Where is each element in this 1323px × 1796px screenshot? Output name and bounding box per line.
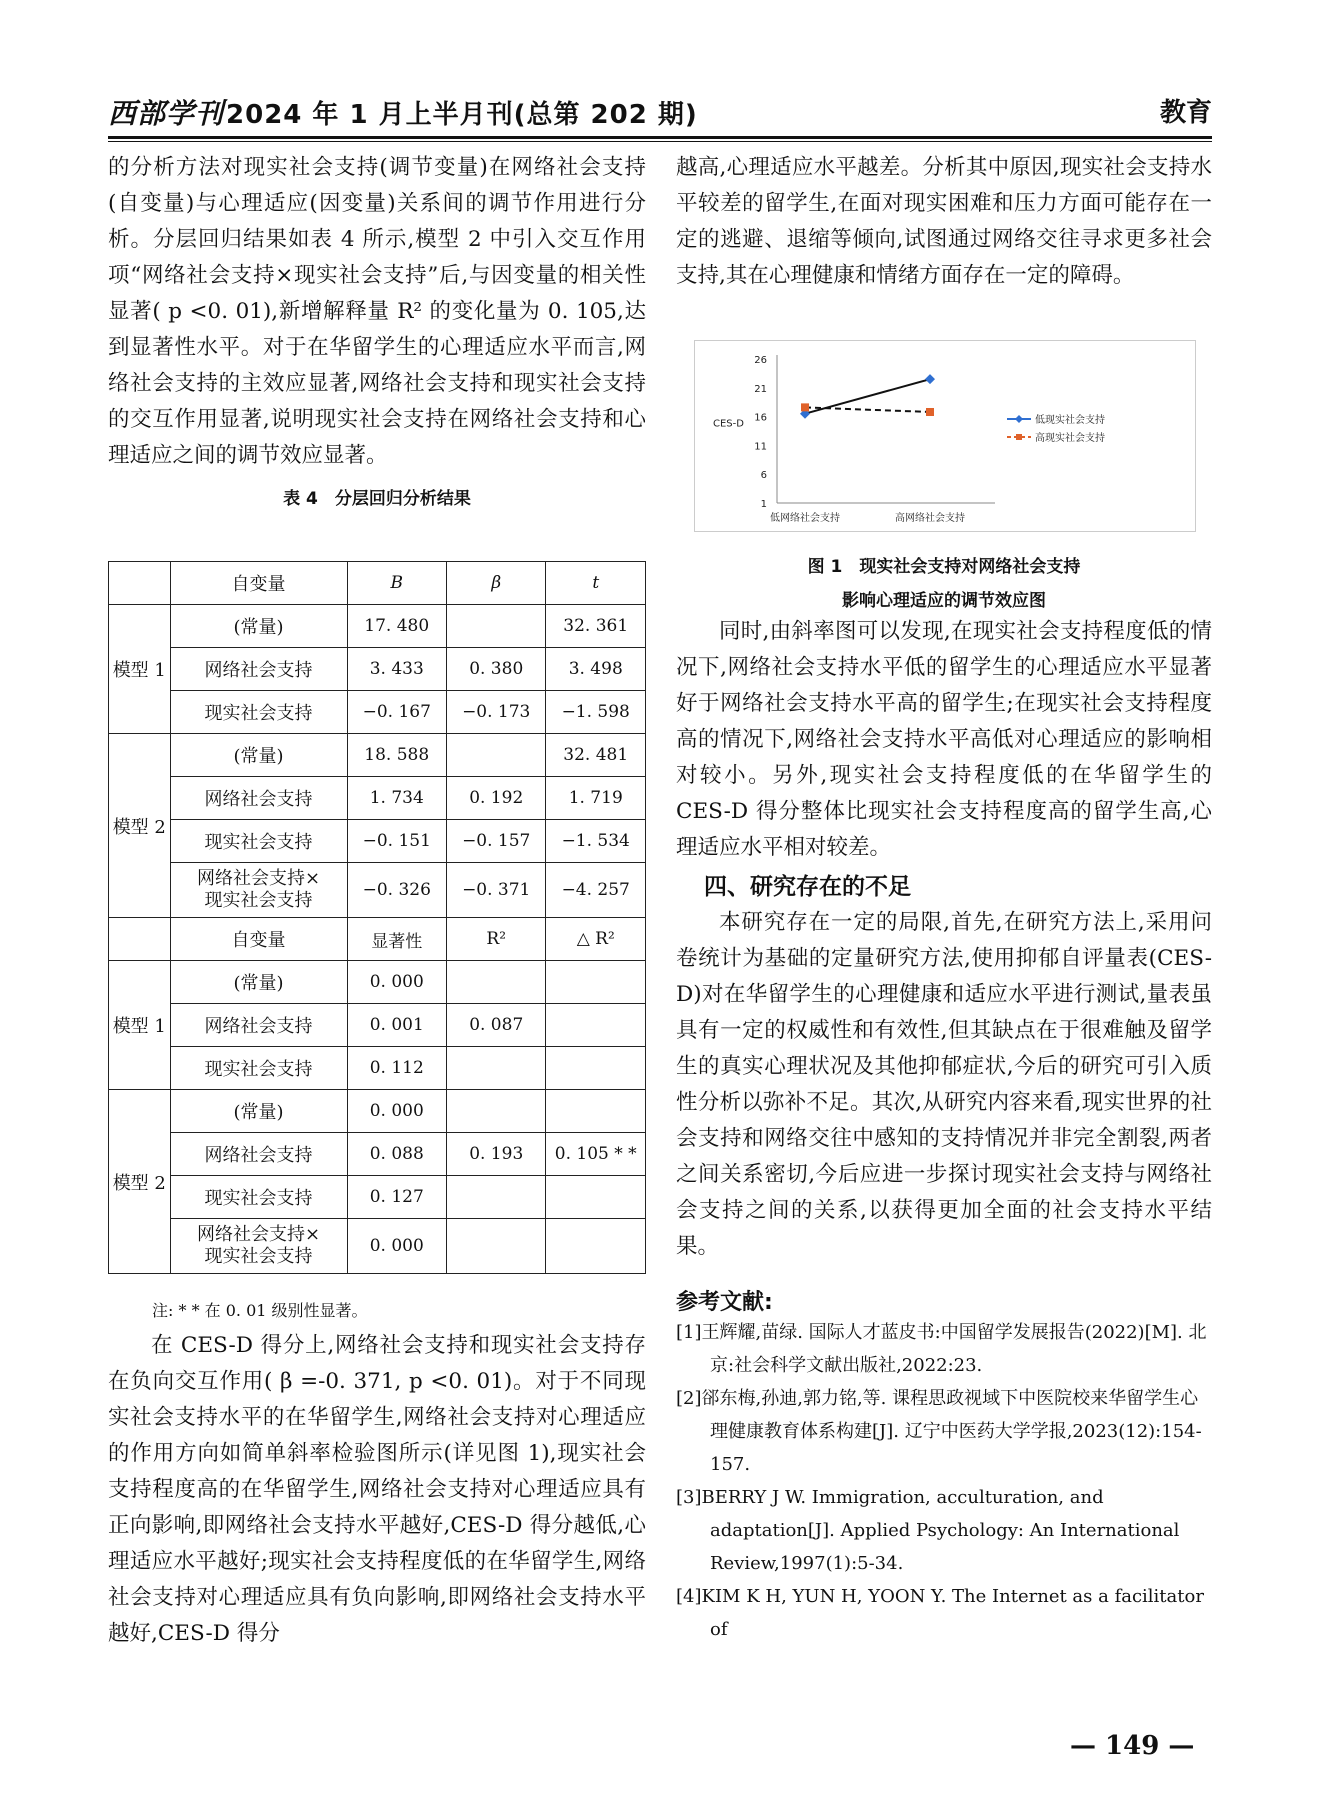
running-header (108, 92, 1212, 132)
reference-item: [3]BERRY J W. Immigration, acculturation, and adaptation[J]. Applied Psychology: An International Review,1997(1):5-34. (676, 1487, 1180, 1574)
cell-line: 现实社会支持 (204, 1246, 313, 1267)
value-cell: −0. 151 (347, 820, 446, 863)
value-cell: −1. 534 (546, 820, 646, 863)
body-paragraph: 同时,由斜率图可以发现,在现实社会支持程度低的情况下,网络社会支持水平低的留学生的心理适应水平显著好于网络社会支持水平高的留学生;在现实社会支持程度高的情况下,网络社会支持水平高低对心理适应的影响相对较小。另外,现实社会支持程度低的在华留学生的 CES-D 得分整体比现实社会支持程度高的留学生高,心理适应水平相对较差。 (676, 619, 1212, 860)
header-cell: 自变量 (170, 918, 347, 961)
body-paragraph: 在 CES-D 得分上,网络社会支持和现实社会支持存在负向交互作用( β =-0. 371, p <0. 01)。对于不同现实社会支持水平的在华留学生,网络社会支持对心理适应的作用方向如简单斜率检验图所示(详见图 1),现实社会支持程度高的在华留学生,网络社会支持对心理适应具有正向影响,即网络社会支持水平越好,CES-D 得分越低,心理适应水平越好;现实社会支持程度低的在华留学生,网络社会支持对心理适应具有负向影响,即网络社会支持水平越好,CES-D 得分 (108, 1333, 646, 1646)
legend-label: 高现实社会支持 (1035, 433, 1105, 444)
model-label: 模型 1 (109, 961, 171, 1090)
value-cell: −4. 257 (546, 863, 646, 918)
variable-cell: 现实社会支持 (170, 1047, 347, 1090)
value-cell: 0. 105 * * (546, 1133, 646, 1176)
value-cell (446, 1047, 545, 1090)
table-row (109, 1133, 646, 1176)
header-cell: β (446, 562, 545, 605)
value-cell: −1. 598 (546, 691, 646, 734)
table-caption: 表 4 分层回归分析结果 (283, 489, 471, 509)
model-label: 模型 2 (109, 734, 171, 918)
value-cell: −0. 326 (347, 863, 446, 918)
value-cell (546, 1219, 646, 1274)
header-cell: t (546, 562, 646, 605)
value-cell: 0. 088 (347, 1133, 446, 1176)
header-cell: △ R² (546, 918, 646, 961)
value-cell (446, 961, 545, 1004)
variable-cell: 现实社会支持 (170, 1176, 347, 1219)
variable-cell: 网络社会支持 (170, 1004, 347, 1047)
variable-cell: (常量) (170, 605, 347, 648)
x-tick-label: 高网络社会支持 (895, 513, 965, 524)
y-tick-label: 6 (760, 470, 767, 482)
x-tick-label: 低网络社会支持 (770, 513, 840, 524)
value-cell: 0. 193 (446, 1133, 545, 1176)
value-cell: −0. 371 (446, 863, 545, 918)
figure-1 (694, 340, 1196, 532)
variable-cell (170, 1219, 347, 1274)
variable-cell (170, 863, 347, 918)
section-heading: 四、研究存在的不足 (704, 874, 911, 900)
cell-line: 网络社会支持× (196, 868, 321, 889)
slope-chart (695, 341, 1195, 531)
header-cell (109, 562, 171, 605)
model-label: 模型 2 (109, 1090, 171, 1274)
value-cell: 0. 000 (347, 961, 446, 1004)
value-cell: 0. 087 (446, 1004, 545, 1047)
table-row (109, 1090, 646, 1133)
value-cell: 32. 481 (546, 734, 646, 777)
variable-cell: 现实社会支持 (170, 820, 347, 863)
value-cell: 18. 588 (347, 734, 446, 777)
value-cell (546, 1004, 646, 1047)
header-cell: B (347, 562, 446, 605)
table-row (109, 605, 646, 648)
value-cell (446, 734, 545, 777)
regression-table (108, 561, 646, 1274)
variable-cell: 现实社会支持 (170, 691, 347, 734)
variable-cell: 网络社会支持 (170, 1133, 347, 1176)
header-cell: 显著性 (347, 918, 446, 961)
value-cell: 0. 000 (347, 1090, 446, 1133)
legend-marker (1016, 434, 1022, 440)
legend-label: 低现实社会支持 (1035, 415, 1105, 426)
header-cell: 自变量 (170, 562, 347, 605)
data-point (926, 408, 934, 416)
y-tick-label: 11 (754, 441, 767, 453)
value-cell: 1. 719 (546, 777, 646, 820)
value-cell (446, 1090, 545, 1133)
right-column-top (676, 150, 1212, 294)
value-cell: 17. 480 (347, 605, 446, 648)
variable-cell: (常量) (170, 961, 347, 1004)
table-row (109, 961, 646, 1004)
journal-logo: 西部学刊 (108, 97, 225, 130)
series-line (805, 379, 930, 414)
page-number: — 149 — (1070, 1731, 1195, 1761)
value-cell: 0. 127 (347, 1176, 446, 1219)
value-cell: 0. 001 (347, 1004, 446, 1047)
value-cell (546, 1176, 646, 1219)
table-row (109, 777, 646, 820)
value-cell (446, 1219, 545, 1274)
header-rule-thin (108, 141, 1212, 142)
value-cell: −0. 157 (446, 820, 545, 863)
legend-marker (1015, 415, 1023, 423)
references-list (676, 1316, 1212, 1646)
reference-item: [2]郤东梅,孙迪,郭力铭,等. 课程思政视域下中医院校来华留学生心理健康教育体系构建[J]. 辽宁中医药大学学报,2023(12):154-157. (676, 1388, 1202, 1475)
table-header-row (109, 562, 646, 605)
y-tick-label: 26 (754, 355, 767, 366)
figure-caption-line2: 影响心理适应的调节效应图 (842, 591, 1046, 611)
right-column-middle (676, 614, 1212, 1646)
table-row (109, 1219, 646, 1274)
table-row (109, 863, 646, 918)
reference-item: [4]KIM K H, YUN H, YOON Y. The Internet as a facilitator of (676, 1586, 1204, 1640)
value-cell: 0. 380 (446, 648, 545, 691)
left-column-bottom (108, 1328, 646, 1652)
references-heading: 参考文献: (676, 1290, 773, 1315)
value-cell: 0. 000 (347, 1219, 446, 1274)
value-cell (446, 1176, 545, 1219)
table-row (109, 820, 646, 863)
header-cell: R² (446, 918, 545, 961)
value-cell: 0. 112 (347, 1047, 446, 1090)
value-cell: −0. 173 (446, 691, 545, 734)
table-header-row (109, 918, 646, 961)
y-axis-title: CES-D (713, 418, 744, 430)
table-row (109, 734, 646, 777)
section-label: 教育 (1159, 98, 1212, 128)
data-point (801, 403, 809, 411)
variable-cell: 网络社会支持 (170, 777, 347, 820)
journal-issue: 2024 年 1 月上半月刊(总第 202 期) (226, 100, 698, 130)
variable-cell: 网络社会支持 (170, 648, 347, 691)
journal-title (108, 92, 698, 132)
value-cell: 0. 192 (446, 777, 545, 820)
body-paragraph: 越高,心理适应水平越差。分析其中原因,现实社会支持水平较差的留学生,在面对现实困难和压力方面可能存在一定的逃避、退缩等倾向,试图通过网络交往寻求更多社会支持,其在心理健康和情绪方面存在一定的障碍。 (676, 155, 1212, 288)
cell-line: 现实社会支持 (204, 890, 313, 911)
y-tick-label: 21 (754, 383, 767, 395)
variable-cell: (常量) (170, 1090, 347, 1133)
table-row (109, 1047, 646, 1090)
table-note: 注: * * 在 0. 01 级别性显著。 (152, 1301, 368, 1320)
table-row (109, 648, 646, 691)
cell-line: 网络社会支持× (196, 1224, 321, 1245)
value-cell (546, 1047, 646, 1090)
left-column-top (108, 150, 646, 517)
table-row (109, 691, 646, 734)
header-rule (108, 136, 1212, 139)
value-cell: 1. 734 (347, 777, 446, 820)
table-row (109, 1004, 646, 1047)
y-tick-label: 1 (760, 499, 767, 510)
variable-cell: (常量) (170, 734, 347, 777)
value-cell: 3. 498 (546, 648, 646, 691)
value-cell: −0. 167 (347, 691, 446, 734)
y-tick-label: 16 (754, 412, 767, 424)
value-cell (446, 605, 545, 648)
value-cell: 3. 433 (347, 648, 446, 691)
body-paragraph: 本研究存在一定的局限,首先,在研究方法上,采用问卷统计为基础的定量研究方法,使用抑郁自评量表(CES-D)对在华留学生的心理健康和适应水平进行测试,量表虽具有一定的权威性和有效性,但其缺点在于很难触及留学生的真实心理状况及其他抑郁症状,今后的研究可引入质性分析以弥补不足。其次,从研究内容来看,现实世界的社会支持和网络交往中感知的支持情况并非完全割裂,两者之间关系密切,今后应进一步探讨现实社会支持与网络社会支持之间的关系,以获得更加全面的社会支持水平结果。 (676, 910, 1212, 1259)
value-cell (546, 1090, 646, 1133)
header-cell (109, 918, 171, 961)
body-paragraph: 的分析方法对现实社会支持(调节变量)在网络社会支持(自变量)与心理适应(因变量)关系间的调节作用进行分析。分层回归结果如表 4 所示,模型 2 中引入交互作用项“网络社会支持×现实社会支持”后,与因变量的相关性显著( p <0. 01),新增解释量 R² 的变化量为 0. 105,达到显著性水平。对于在华留学生的心理适应水平而言,网络社会支持的主效应显著,网络社会支持和现实社会支持的交互作用显著,说明现实社会支持在网络社会支持和心理适应之间的调节效应显著。 (108, 155, 646, 468)
model-label: 模型 1 (109, 605, 171, 734)
figure-caption-line1: 图 1 现实社会支持对网络社会支持 (807, 557, 1081, 577)
reference-item: [1]王辉耀,苗绿. 国际人才蓝皮书:中国留学发展报告(2022)[M]. 北京:社会科学文献出版社,2022:23. (676, 1322, 1207, 1376)
value-cell (546, 961, 646, 1004)
table-row (109, 1176, 646, 1219)
value-cell: 32. 361 (546, 605, 646, 648)
data-point (925, 374, 935, 384)
